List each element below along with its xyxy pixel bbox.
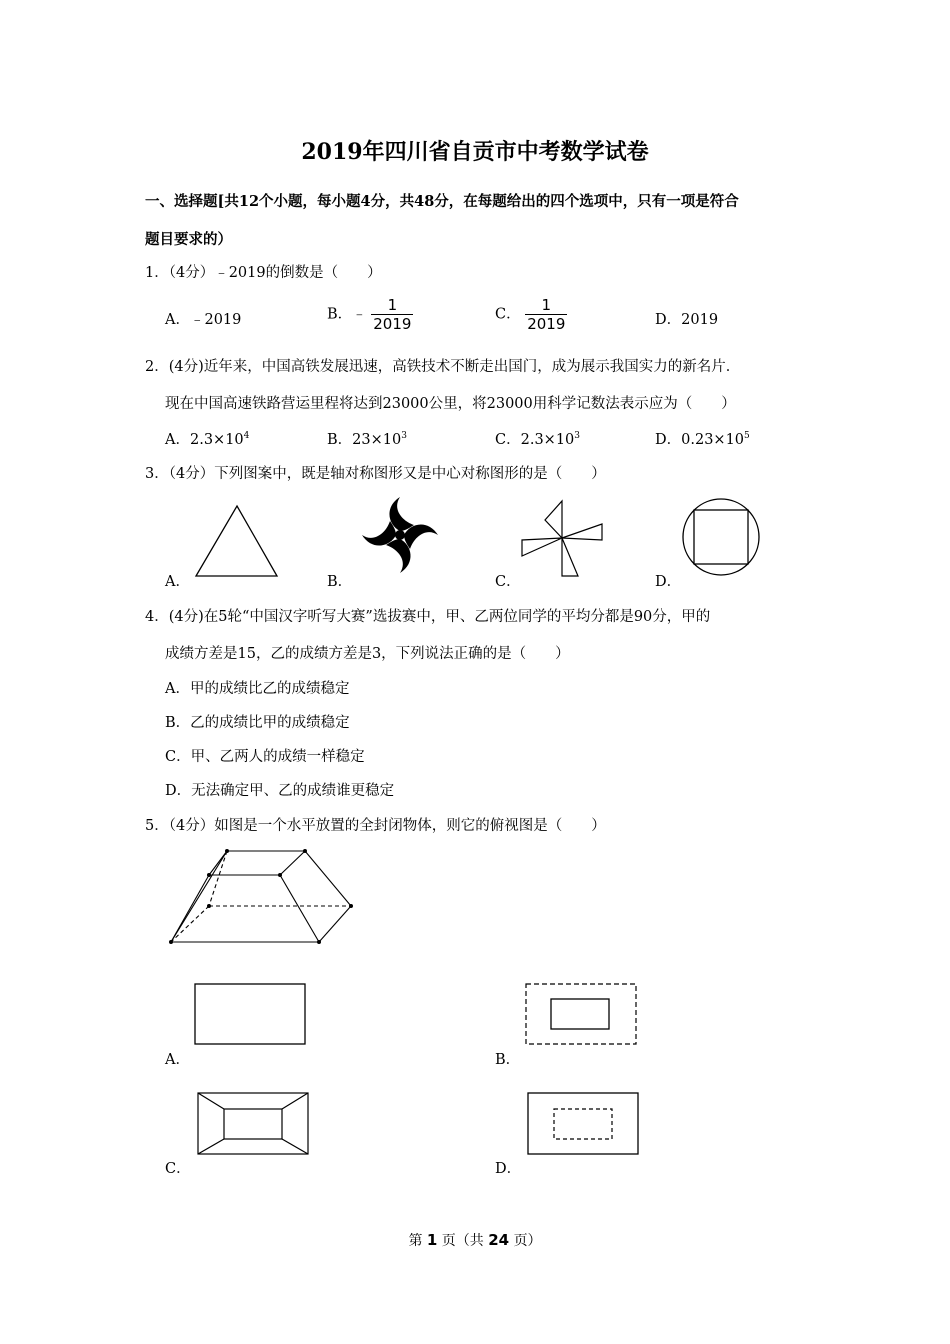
q4-option-b: B．乙的成绩比甲的成绩稳定 [165,715,350,731]
q2-option-c [495,428,580,449]
q4-option-c: C．甲、乙两人的成绩一样稳定 [165,749,365,765]
q2-d-label: D． [655,432,682,448]
page-footer [0,1230,950,1250]
footer-pre: 第 [408,1233,423,1249]
q2-b-exp: 3 [401,431,407,441]
page-title: 2019年四川省自贡市中考数学试卷 [301,139,649,165]
section-heading-line1: 一、选择题[共12个小题，每小题4分，共48分，在每题给出的四个选项中，只有一项是符合 [145,193,739,210]
q2-b-base: 23×10 [352,432,402,448]
q2-stem-line1: 2．(4分)近年来，中国高铁发展迅速，高铁技术不断走出国门，成为展示我国实力的新名片． [145,359,741,375]
q2-a-exp: 4 [243,431,250,441]
q2-b-label: B． [327,432,353,448]
q2-c-exp: 3 [574,431,581,441]
q5-c-label: C． [165,1161,191,1177]
q1-b-fraction [371,296,413,333]
q5-b-figure [521,980,641,1050]
q1-d-text: 2019 [681,312,719,328]
q2-stem-line2: 现在中国高速铁路营运里程将达到23000公里，将23000用科学记数法表示应为（ ） [165,396,736,412]
q1-b-numerator: 1 [387,296,398,314]
q3-d-circle-square-figure [681,497,765,581]
q2-d-exp: 5 [744,431,750,441]
q1-c-numerator: 1 [541,296,552,314]
q1-c-denominator: 2019 [527,315,566,333]
q2-option-a [165,428,249,449]
q5-b-label: B． [495,1052,521,1068]
q3-c-pinwheel-triangles-figure [520,498,610,578]
q4-option-a: A．甲的成绩比乙的成绩稳定 [165,681,350,697]
q1-b-sign: ﹣ [352,306,367,323]
q1-c-fraction [525,296,567,333]
section-heading-line2: 题目要求的） [145,231,232,248]
q1-b-label: B． [327,306,353,323]
q1-a-text: ﹣2019 [189,312,242,328]
q1-b-denominator: 2019 [373,315,412,333]
q5-solid-figure [165,845,365,955]
q2-d-base: 0.23×10 [681,432,745,448]
q1-option-d [655,308,718,329]
q3-a-label: A． [165,574,190,590]
q5-d-figure [523,1090,643,1160]
footer-post: 页） [513,1233,542,1249]
footer-page-number: 1 [426,1231,438,1249]
q5-d-label: D． [495,1161,522,1177]
q5-a-label: A． [165,1052,190,1068]
footer-mid: 页（共 [441,1233,484,1249]
q1-option-c [495,296,567,333]
q4-stem-line2: 成绩方差是15，乙的成绩方差是3，下列说法正确的是（ ） [165,646,570,662]
q5-stem: 5．（4分）如图是一个水平放置的全封闭物体，则它的俯视图是（ ） [145,818,606,834]
q2-c-label: C． [495,432,521,448]
q3-b-pinwheel-figure [358,493,442,577]
q2-a-base: 2.3×10 [189,432,244,448]
q3-a-triangle-figure [192,503,282,583]
q1-option-b [327,296,413,333]
q4-stem-line1: 4．(4分)在5轮“中国汉字听写大赛”选拔赛中，甲、乙两位同学的平均分都是90分，甲的 [145,609,711,625]
q1-a-label: A． [165,312,190,328]
q1-d-label: D． [655,312,682,328]
q1-c-label: C． [495,306,521,323]
q2-a-label: A． [165,432,190,448]
q3-d-label: D． [655,574,682,590]
q4-option-d: D．无法确定甲、乙的成绩谁更稳定 [165,783,395,799]
footer-total-pages: 24 [488,1231,510,1249]
q2-option-b [327,428,407,449]
q3-c-label: C． [495,574,521,590]
q5-a-figure [190,980,310,1050]
q1-stem: 1．（4分）﹣2019的倒数是（ ） [145,265,382,281]
q3-b-label: B． [327,574,353,590]
q2-option-d [655,428,750,449]
q3-stem: 3．（4分）下列图案中，既是轴对称图形又是中心对称图形的是（ ） [145,466,606,482]
q5-c-figure [193,1090,313,1160]
q2-c-base: 2.3×10 [520,432,575,448]
q1-option-a [165,308,241,329]
